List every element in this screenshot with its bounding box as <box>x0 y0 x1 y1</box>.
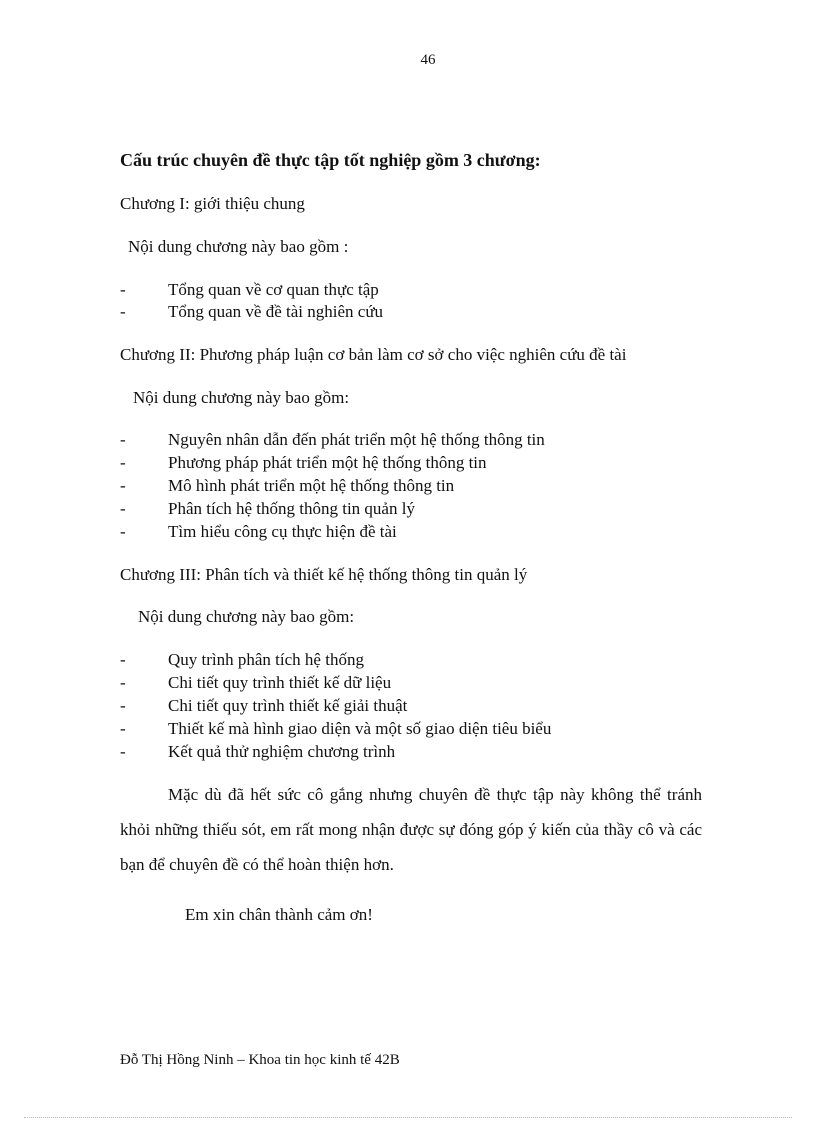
page-number: 46 <box>420 52 436 68</box>
list-item-text: Tổng quan về cơ quan thực tập <box>168 280 379 299</box>
list-item-text: Phương pháp phát triển một hệ thống thông tin <box>168 453 487 472</box>
list-item-text: Thiết kế mà hình giao diện và một số giao diện tiêu biểu <box>168 719 552 738</box>
chapter-2-intro: Nội dung chương này bao gồm: <box>133 388 350 407</box>
list-item-text: Nguyên nhân dẫn đến phát triển một hệ thống thông tin <box>168 430 545 449</box>
page-bottom-border <box>24 1117 792 1118</box>
list-item-text: Chi tiết quy trình thiết kế giải thuật <box>168 696 408 715</box>
page-footer: Đỗ Thị Hồng Ninh – Khoa tin học kinh tế 42B <box>120 1052 400 1068</box>
chapter-3-title: Chương III: Phân tích và thiết kế hệ thống thông tin quản lý <box>120 565 528 584</box>
list-item-text: Quy trình phân tích hệ thống <box>168 650 364 669</box>
bullet-dash: - <box>120 302 126 321</box>
list-item-text: Tổng quan về đề tài nghiên cứu <box>168 302 384 321</box>
bullet-dash: - <box>120 696 126 715</box>
chapter-2-title: Chương II: Phương pháp luận cơ bản làm cơ sở cho việc nghiên cứu đề tài <box>120 345 627 364</box>
list-item-text: Kết quả thử nghiệm chương trình <box>168 742 396 761</box>
chapter-1-intro: Nội dung chương này bao gồm : <box>128 237 349 256</box>
bullet-dash: - <box>120 430 126 449</box>
bullet-dash: - <box>120 522 126 541</box>
bullet-dash: - <box>120 499 126 518</box>
document-heading: Cấu trúc chuyên đề thực tập tốt nghiệp gồm 3 chương: <box>120 150 541 170</box>
bullet-dash: - <box>120 476 126 495</box>
list-item-text: Tìm hiểu công cụ thực hiện đề tài <box>168 522 397 541</box>
bullet-dash: - <box>120 280 126 299</box>
list-item-text: Mô hình phát triển một hệ thống thông tin <box>168 476 455 495</box>
chapter-3-intro: Nội dung chương này bao gồm: <box>138 607 355 626</box>
bullet-dash: - <box>120 650 126 669</box>
list-item-text: Chi tiết quy trình thiết kế dữ liệu <box>168 673 392 692</box>
bullet-dash: - <box>120 719 126 738</box>
closing-paragraph: Mặc dù đã hết sức cô gắng nhưng chuyên đề thực tập này không thể tránh khỏi những thiếu sót, em rất mong nhận được sự đóng góp ý kiến của thầy cô và các bạn để chuyên đề có thể hoàn thiện hơn. <box>120 785 702 874</box>
bullet-dash: - <box>120 742 126 761</box>
bullet-dash: - <box>120 673 126 692</box>
bullet-dash: - <box>120 453 126 472</box>
chapter-1-title: Chương I: giới thiệu chung <box>120 194 305 213</box>
thanks-line: Em xin chân thành cảm ơn! <box>185 905 373 924</box>
list-item-text: Phân tích hệ thống thông tin quản lý <box>168 499 415 518</box>
